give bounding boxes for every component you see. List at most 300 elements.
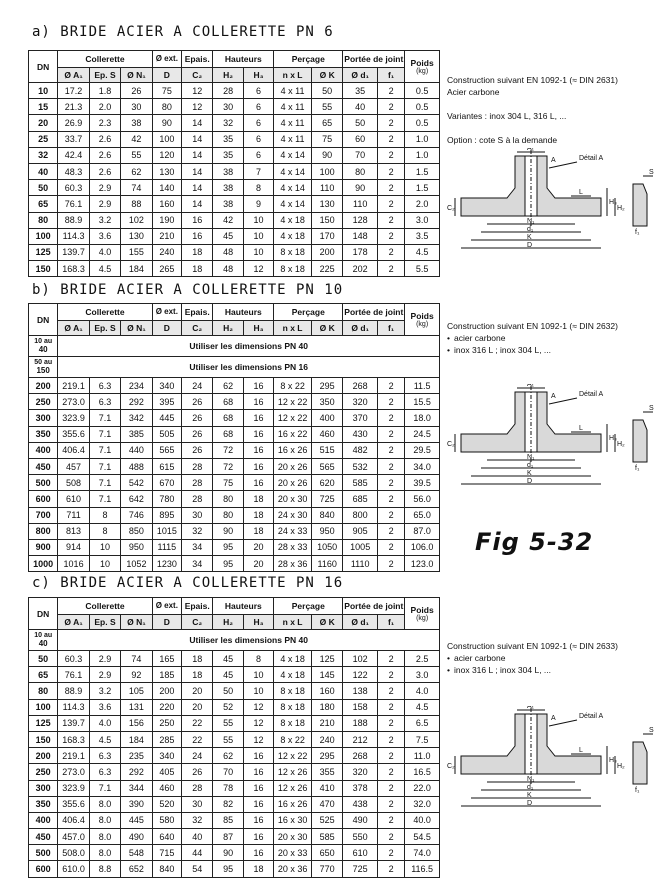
value-cell: 7 [243,163,273,179]
label-h3: H₃ [609,757,617,764]
value-cell: 344 [121,780,152,796]
value-cell: 16 [243,410,273,426]
value-cell: 1052 [121,556,152,572]
value-cell: 54.5 [405,829,440,845]
value-cell: 3.6 [89,699,120,715]
value-cell: 48 [213,244,243,260]
label-d1: d₁ [527,462,534,469]
value-cell: 114.3 [58,699,89,715]
value-cell: 9 [243,196,273,212]
value-cell: 28 [182,475,213,491]
label-n1: N₁ [527,776,535,783]
table-row [29,651,440,667]
value-cell: 114.3 [58,228,89,244]
table-row-special [29,630,440,651]
value-cell: 28 [182,458,213,474]
value-cell: 16 [243,458,273,474]
value-cell: 505 [152,426,181,442]
table-row [29,394,440,410]
value-cell: 6.3 [89,764,120,780]
header-hauteurs: Hauteurs [213,304,274,321]
value-cell: 90 [213,845,243,861]
table-row [29,261,440,277]
construction-notes [447,640,618,676]
value-cell: 16 [243,796,273,812]
value-cell: 75 [152,83,181,99]
dimension-note: Utiliser les dimensions PN 40 [58,336,440,357]
value-cell: 56.0 [405,491,440,507]
value-cell: 16 [243,426,273,442]
dn-cell: 65 [29,196,58,212]
value-cell: 565 [152,442,181,458]
dn-cell: 400 [29,812,58,828]
value-cell: 14 [182,163,213,179]
value-cell: 54 [182,861,213,877]
value-cell: 18 [182,244,213,260]
value-cell: 38 [213,196,243,212]
value-cell: 2 [377,812,404,828]
header-poids [405,304,440,336]
dn-cell: 250 [29,764,58,780]
value-cell: 10 [243,667,273,683]
table-row [29,845,440,861]
value-cell: 6 [243,99,273,115]
table-row [29,780,440,796]
header-poids-unit: (kg) [416,68,429,75]
dn-range [29,357,58,378]
value-cell: 30 [182,796,213,812]
value-cell: 1110 [343,556,378,572]
value-cell: 145 [311,667,342,683]
value-cell: 55 [213,731,243,747]
subheader: f₁ [377,68,404,83]
value-cell: 74 [121,651,152,667]
value-cell: 15.5 [405,394,440,410]
value-cell: 22.0 [405,780,440,796]
value-cell: 8 [243,180,273,196]
value-cell: 355.6 [58,426,89,442]
table-row [29,475,440,491]
header-portee: Portée de joint [343,598,405,615]
subheader: C₂ [182,321,213,336]
value-cell: 2 [377,442,404,458]
note-line: • inox 316 L ; inox 304 L, ... [447,344,618,356]
header-collerette: Collerette [58,304,152,321]
subheader: H₃ [243,68,273,83]
dn-cell: 800 [29,523,58,539]
table-row [29,115,440,131]
label-s: S [649,169,654,176]
value-cell: 8.0 [89,796,120,812]
dn-cell: 80 [29,683,58,699]
value-cell: 565 [311,458,342,474]
value-cell: 445 [152,410,181,426]
value-cell: 18 [243,861,273,877]
value-cell: 4 x 14 [274,163,312,179]
table-row [29,442,440,458]
header-poids-label: Poids [410,58,434,68]
value-cell: 40 [343,99,378,115]
label-c2: C₂ [447,441,455,448]
value-cell: 20 [182,683,213,699]
label-h3: H₃ [609,199,617,206]
label-k: K [527,792,532,799]
value-cell: 342 [121,410,152,426]
value-cell: 202 [343,261,378,277]
dn-cell: 500 [29,475,58,491]
value-cell: 95 [213,861,243,877]
value-cell: 490 [343,812,378,828]
flange-table-pn6 [28,50,440,277]
label-a: A [551,715,556,722]
value-cell: 2 [377,715,404,731]
value-cell: 3.0 [405,212,440,228]
value-cell: 268 [343,378,378,394]
value-cell: 10 [89,539,120,555]
value-cell: 615 [152,458,181,474]
value-cell: 48 [213,261,243,277]
table-row [29,426,440,442]
value-cell: 34 [182,539,213,555]
table-row-special [29,357,440,378]
value-cell: 17.2 [58,83,89,99]
subheader: Ø A₁ [58,68,89,83]
flange-table-pn10 [28,303,440,572]
value-cell: 1115 [152,539,181,555]
label-detail: Détail A [579,155,604,162]
dn-cell: 32 [29,147,58,163]
label-l: L [579,747,583,754]
value-cell: 42.4 [58,147,89,163]
label-l: L [579,425,583,432]
value-cell: 200 [152,683,181,699]
label-s: S [649,727,654,734]
value-cell: 650 [311,845,342,861]
value-cell: 8 [89,507,120,523]
label-s: S [649,405,654,412]
value-cell: 2.9 [89,651,120,667]
value-cell: 72 [213,442,243,458]
subheader: Ø A₁ [58,615,89,630]
value-cell: 1.5 [405,180,440,196]
value-cell: 2 [377,731,404,747]
label-d1: d₁ [527,784,534,791]
value-cell: 6.3 [89,748,120,764]
value-cell: 125 [311,651,342,667]
value-cell: 3.2 [89,212,120,228]
value-cell: 457 [58,458,89,474]
value-cell: 235 [121,748,152,764]
subheader: n x L [274,321,312,336]
note-line: • acier carbone [447,652,618,664]
value-cell: 323.9 [58,780,89,796]
dn-cell: 10 [29,83,58,99]
value-cell: 11.0 [405,748,440,764]
value-cell: 2 [377,764,404,780]
value-cell: 3.6 [89,228,120,244]
table-row [29,163,440,179]
value-cell: 2 [377,699,404,715]
value-cell: 4 x 11 [274,115,312,131]
value-cell: 746 [121,507,152,523]
note-line: Variantes : inox 304 L, 316 L, ... [447,111,567,121]
value-cell: 2.9 [89,196,120,212]
value-cell: 12 [243,261,273,277]
value-cell: 2 [377,131,404,147]
value-cell: 7.1 [89,410,120,426]
value-cell: 60.3 [58,651,89,667]
value-cell: 273.0 [58,394,89,410]
value-cell: 4 x 18 [274,228,312,244]
subheader: H₂ [213,321,243,336]
subheader: H₃ [243,615,273,630]
value-cell: 95 [213,556,243,572]
dn-range-from: 50 au [34,359,53,366]
dn-cell: 50 [29,180,58,196]
value-cell: 26.9 [58,115,89,131]
header-dn: DN [29,51,58,83]
value-cell: 406.4 [58,812,89,828]
value-cell: 6.3 [89,378,120,394]
construction-notes [447,74,618,146]
note-line: Option : cote S à la demande [447,135,558,145]
value-cell: 139.7 [58,244,89,260]
value-cell: 180 [311,699,342,715]
value-cell: 8 x 18 [274,261,312,277]
value-cell: 2.6 [89,131,120,147]
value-cell: 38 [213,180,243,196]
value-cell: 1.0 [405,131,440,147]
value-cell: 68 [213,426,243,442]
header-percage: Perçage [274,304,343,321]
value-cell: 580 [152,812,181,828]
subheader: Ø d₁ [343,321,378,336]
value-cell: 610 [58,491,89,507]
subheader: C₂ [182,68,213,83]
value-cell: 2 [377,99,404,115]
value-cell: 725 [343,861,378,877]
value-cell: 2.6 [89,163,120,179]
value-cell: 8 [89,523,120,539]
value-cell: 219.1 [58,748,89,764]
label-f1: f₁ [635,465,640,472]
value-cell: 340 [152,378,181,394]
value-cell: 2 [377,180,404,196]
value-cell: 445 [121,812,152,828]
value-cell: 4 x 18 [274,212,312,228]
value-cell: 3.5 [405,228,440,244]
label-h2: H₂ [617,205,625,212]
value-cell: 6.5 [405,715,440,731]
value-cell: 106.0 [405,539,440,555]
value-cell: 18 [243,507,273,523]
value-cell: 70 [343,147,378,163]
value-cell: 120 [152,147,181,163]
value-cell: 10 [243,244,273,260]
value-cell: 18 [243,523,273,539]
value-cell: 87 [213,829,243,845]
note-line [447,98,618,110]
section-title: c) BRIDE ACIER A COLLERETTE PN 16 [32,575,344,591]
value-cell: 76.1 [58,196,89,212]
header-percage: Perçage [274,598,343,615]
value-cell: 48.3 [58,163,89,179]
value-cell: 40.0 [405,812,440,828]
table-row [29,83,440,99]
value-cell: 4 x 14 [274,180,312,196]
value-cell: 11.5 [405,378,440,394]
value-cell: 26 [182,410,213,426]
dn-cell: 100 [29,699,58,715]
value-cell: 28 [182,780,213,796]
value-cell: 18.0 [405,410,440,426]
value-cell: 32 [213,115,243,131]
table-row [29,491,440,507]
header-epais: Epais. [182,51,213,68]
value-cell: 8 x 18 [274,715,312,731]
value-cell: 395 [152,394,181,410]
value-cell: 32.0 [405,796,440,812]
value-cell: 90 [152,115,181,131]
value-cell: 6.3 [89,394,120,410]
value-cell: 18 [182,667,213,683]
label-h2: H₂ [617,763,625,770]
note-line: • acier carbone [447,332,618,344]
dn-range [29,630,58,651]
value-cell: 4 x 11 [274,131,312,147]
value-cell: 225 [311,261,342,277]
value-cell: 80 [213,507,243,523]
value-cell: 50 [311,83,342,99]
value-cell: 1005 [343,539,378,555]
value-cell: 268 [343,748,378,764]
subheader: Ep. S [89,615,120,630]
value-cell: 62 [213,748,243,764]
value-cell: 16 [243,764,273,780]
value-cell: 20 x 30 [274,491,312,507]
value-cell: 2 [377,491,404,507]
value-cell: 440 [121,442,152,458]
dn-cell: 600 [29,491,58,507]
value-cell: 378 [343,780,378,796]
value-cell: 75 [311,131,342,147]
dn-cell: 350 [29,796,58,812]
value-cell: 139.7 [58,715,89,731]
value-cell: 10 [243,228,273,244]
value-cell: 8 [243,651,273,667]
value-cell: 90 [213,523,243,539]
value-cell: 410 [311,780,342,796]
value-cell: 2 [377,556,404,572]
table-row [29,99,440,115]
flange-diagram [447,706,662,821]
value-cell: 240 [152,244,181,260]
value-cell: 1.8 [89,83,120,99]
dn-cell: 15 [29,99,58,115]
value-cell: 1016 [58,556,89,572]
note-line [447,122,618,134]
value-cell: 508.0 [58,845,89,861]
dn-cell: 200 [29,378,58,394]
value-cell: 70 [213,764,243,780]
table-row [29,196,440,212]
value-cell: 715 [152,845,181,861]
subheader: Ø N₁ [121,321,152,336]
value-cell: 16 x 26 [274,796,312,812]
value-cell: 2 [377,667,404,683]
value-cell: 295 [311,748,342,764]
value-cell: 850 [121,523,152,539]
value-cell: 12 [182,83,213,99]
value-cell: 24 x 33 [274,523,312,539]
construction-notes [447,320,618,356]
value-cell: 29.5 [405,442,440,458]
value-cell: 8.8 [89,861,120,877]
value-cell: 265 [152,261,181,277]
value-cell: 158 [343,699,378,715]
value-cell: 116.5 [405,861,440,877]
value-cell: 6 [243,115,273,131]
value-cell: 520 [152,796,181,812]
value-cell: 8 x 18 [274,699,312,715]
value-cell: 400 [311,410,342,426]
header-poids-unit: (kg) [416,321,429,328]
header-collerette: Collerette [58,51,152,68]
value-cell: 16.5 [405,764,440,780]
dn-cell: 20 [29,115,58,131]
dn-range-to: 40 [38,639,48,648]
value-cell: 138 [343,683,378,699]
subheader: n x L [274,615,312,630]
value-cell: 178 [343,244,378,260]
dn-cell: 65 [29,667,58,683]
value-cell: 102 [343,651,378,667]
value-cell: 16 x 30 [274,812,312,828]
value-cell: 295 [311,378,342,394]
value-cell: 1230 [152,556,181,572]
value-cell: 1015 [152,523,181,539]
value-cell: 16 [243,780,273,796]
value-cell: 4 x 18 [274,651,312,667]
table-row [29,556,440,572]
value-cell: 7.1 [89,442,120,458]
value-cell: 240 [311,731,342,747]
value-cell: 950 [121,539,152,555]
note-line: Construction suivant EN 1092-1 (≈ DIN 2632) [447,321,618,331]
value-cell: 20 x 33 [274,845,312,861]
table-row [29,523,440,539]
value-cell: 2 [377,683,404,699]
value-cell: 355 [311,764,342,780]
value-cell: 42 [121,131,152,147]
value-cell: 16 [243,442,273,458]
value-cell: 813 [58,523,89,539]
table-row [29,458,440,474]
value-cell: 45 [213,228,243,244]
value-cell: 4.5 [405,244,440,260]
value-cell: 95 [213,539,243,555]
value-cell: 14 [182,147,213,163]
value-cell: 184 [121,261,152,277]
label-d1: d₁ [527,226,534,233]
value-cell: 32 [182,523,213,539]
value-cell: 35 [213,131,243,147]
label-a1: A₁ [527,384,535,388]
value-cell: 4.0 [89,715,120,731]
value-cell: 35 [343,83,378,99]
header-hauteurs: Hauteurs [213,598,274,615]
value-cell: 390 [121,796,152,812]
